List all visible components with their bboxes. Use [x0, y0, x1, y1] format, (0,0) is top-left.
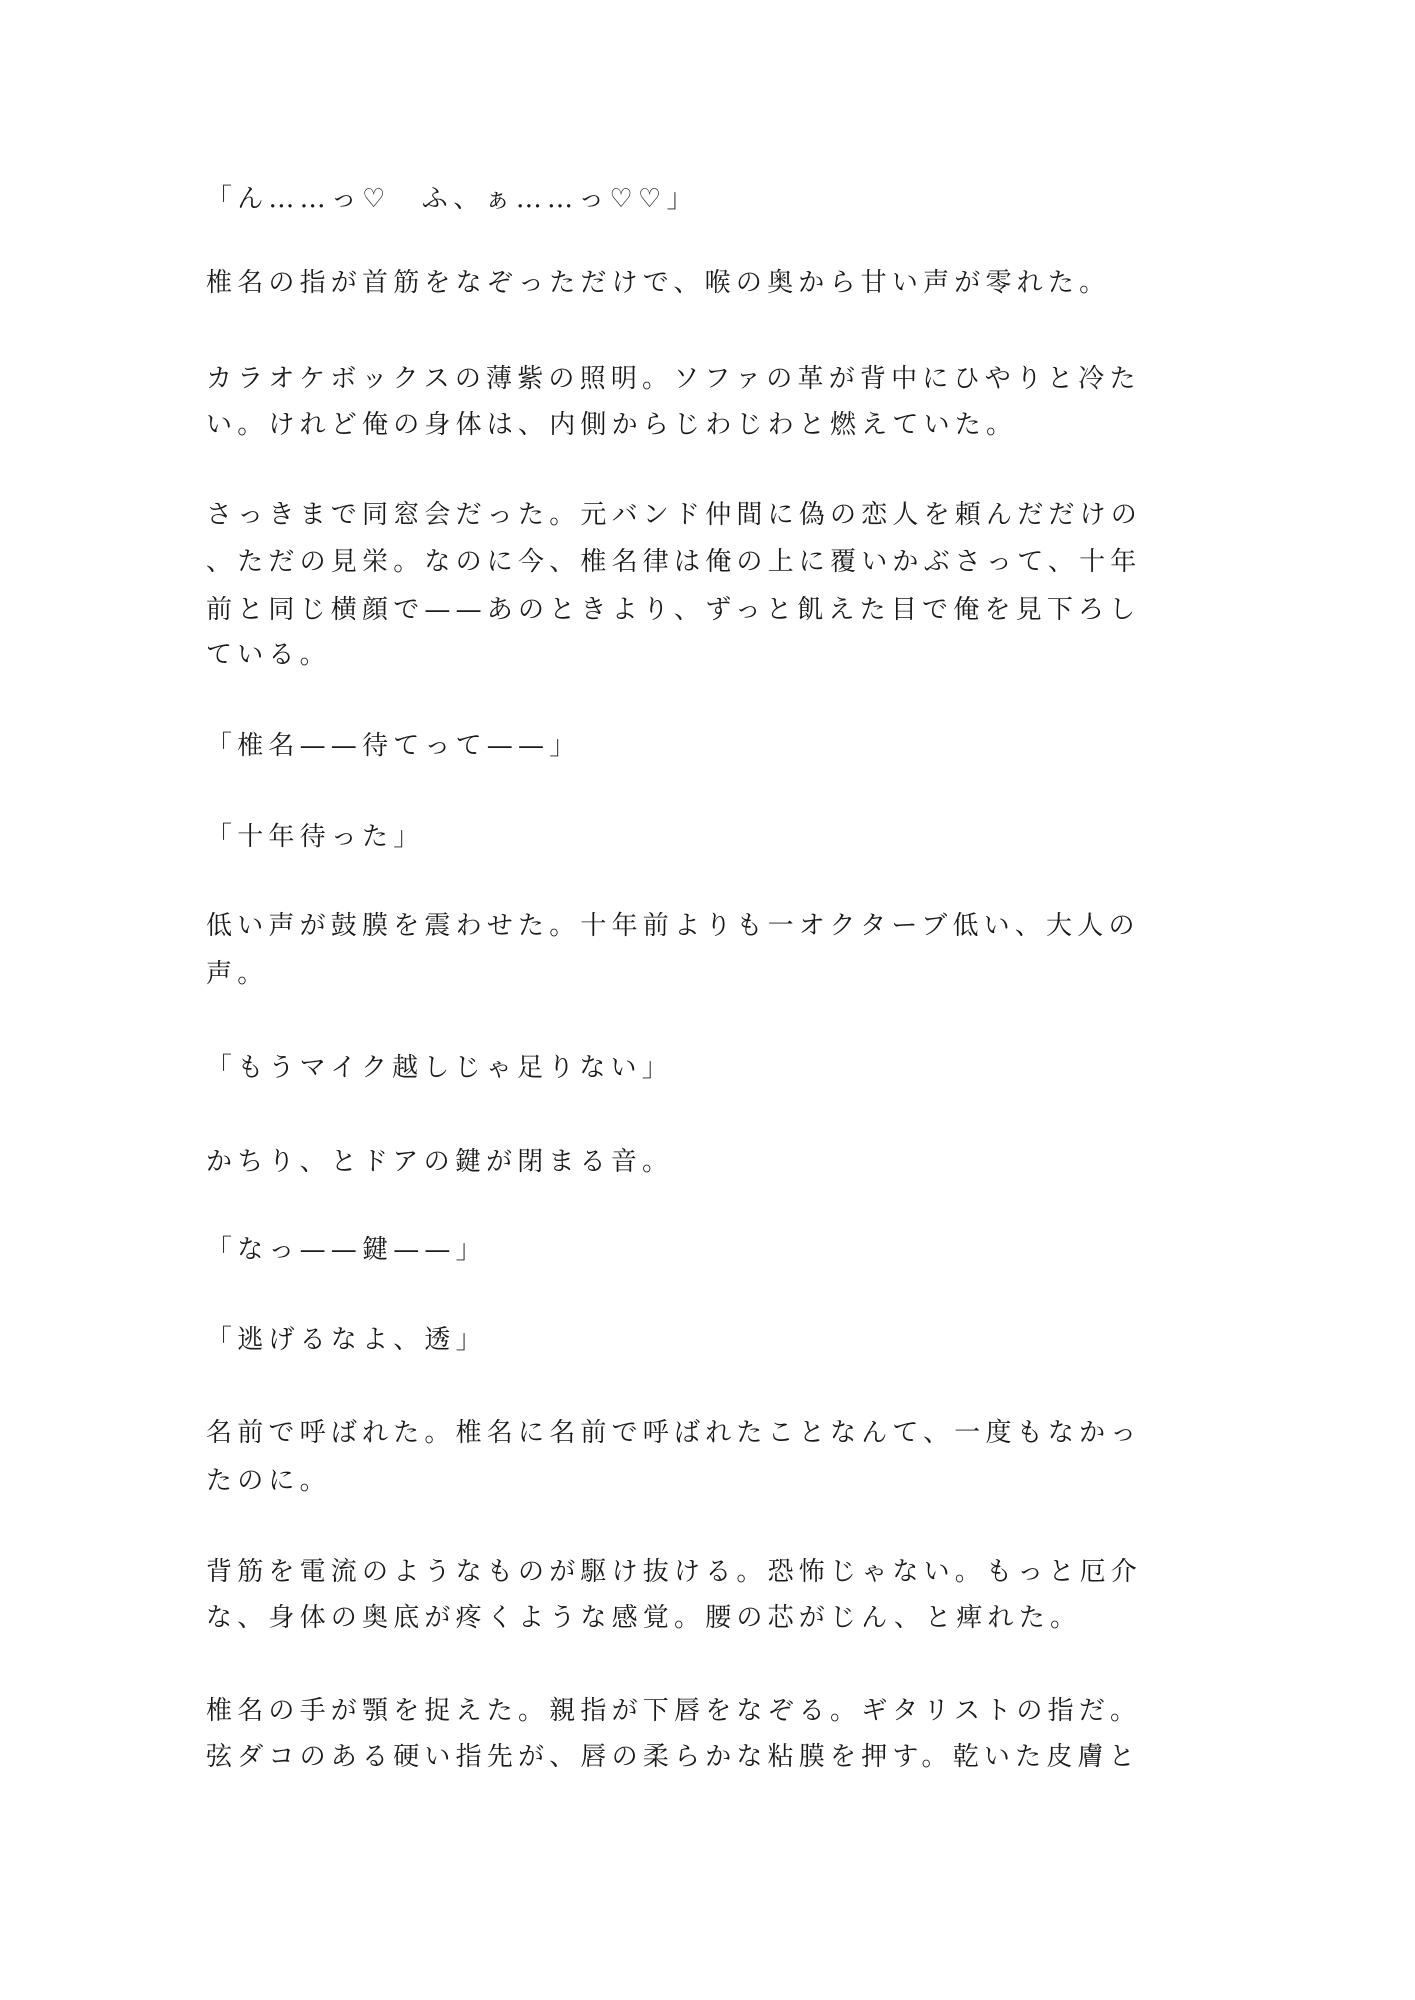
text-line: な、身体の奥底が疼くような感覚。腰の芯がじん、と痺れた。: [206, 1603, 1082, 1633]
text-line: 、ただの見栄。なのに今、椎名律は俺の上に覆いかぶさって、十年: [206, 547, 1142, 577]
text-line: 「もうマイク越しじゃ足りない」: [206, 1053, 673, 1083]
text-line: 低い声が鼓膜を震わせた。十年前よりも一オクターブ低い、大人の: [206, 911, 1140, 941]
text-line: 名前で呼ばれた。椎名に名前で呼ばれたことなんて、一度もなかっ: [206, 1418, 1142, 1448]
text-line: 「十年待った」: [206, 822, 425, 852]
text-line: 「ん……っ♡ ふ、ぁ……っ♡♡」: [206, 184, 698, 214]
text-line: カラオケボックスの薄紫の照明。ソファの革が背中にひやりと冷た: [206, 364, 1141, 394]
text-line: 「逃げるなよ、透」: [206, 1325, 487, 1355]
text-line: たのに。: [206, 1466, 331, 1496]
text-line: 「なっ——鍵——」: [206, 1235, 487, 1265]
text-line: 「椎名——待てって——」: [206, 731, 581, 761]
text-line: 弦ダコのある硬い指先が、唇の柔らかな粘膜を押す。乾いた皮膚と: [206, 1742, 1140, 1772]
text-line: 椎名の指が首筋をなぞっただけで、喉の奥から甘い声が零れた。: [206, 268, 1111, 298]
text-line: 声。: [206, 959, 269, 989]
text-line: かちり、とドアの鍵が閉まる音。: [206, 1147, 674, 1177]
text-line: 椎名の手が顎を捉えた。親指が下唇をなぞる。ギタリストの指だ。: [206, 1696, 1142, 1726]
text-line: ている。: [206, 640, 331, 670]
text-line: い。けれど俺の身体は、内側からじわじわと燃えていた。: [206, 410, 1018, 440]
text-line: 背筋を電流のようなものが駆け抜ける。恐怖じゃない。もっと厄介: [206, 1557, 1143, 1587]
text-line: 前と同じ横顔で——あのときより、ずっと飢えた目で俺を見下ろし: [206, 595, 1141, 625]
text-line: さっきまで同窓会だった。元バンド仲間に偽の恋人を頼んだだけの: [206, 500, 1143, 530]
